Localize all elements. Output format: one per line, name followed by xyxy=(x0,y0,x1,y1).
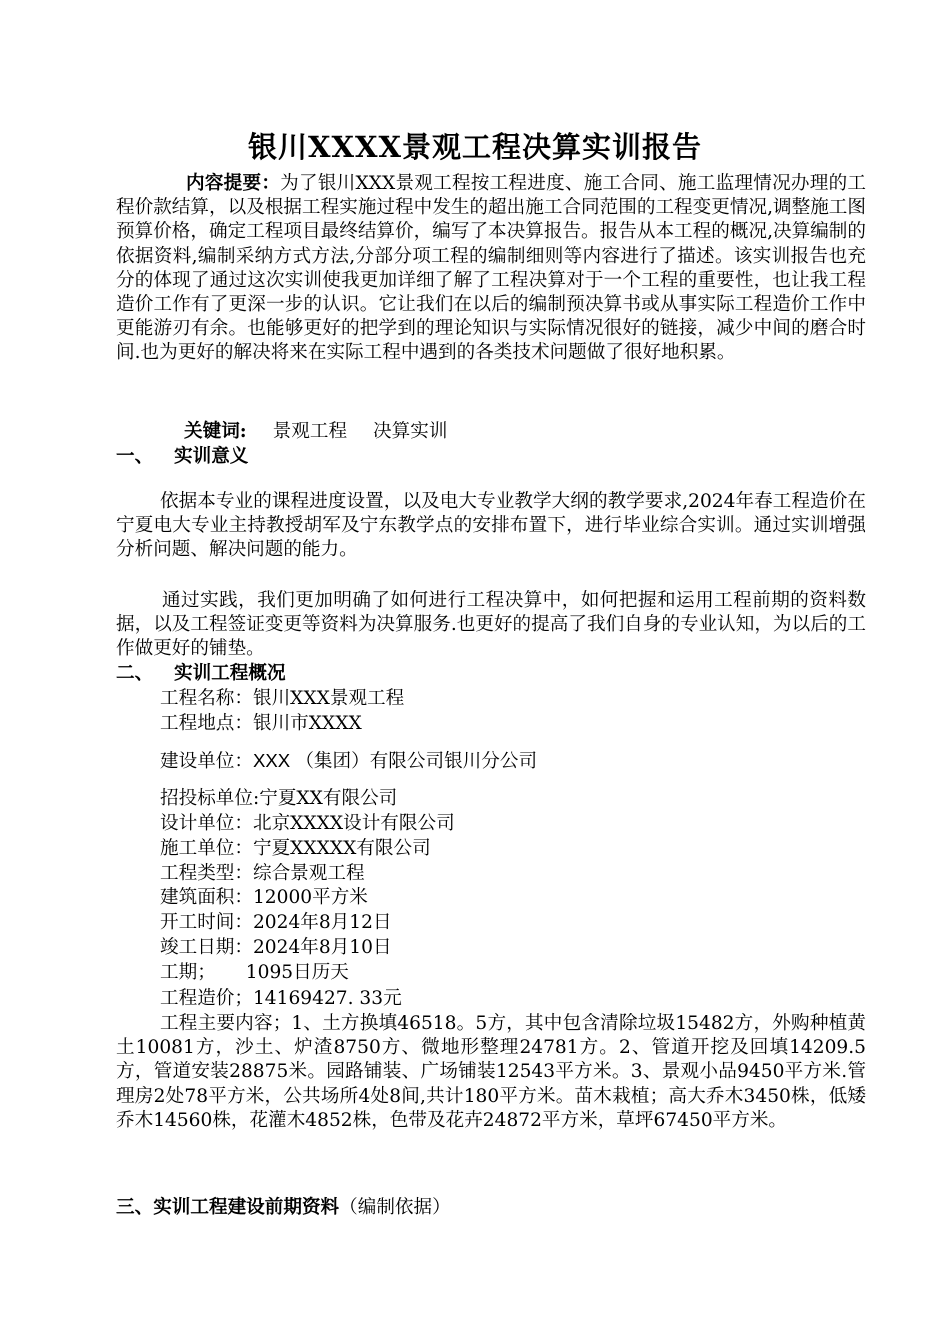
duration-label: 工期； xyxy=(160,962,216,983)
section-title: 实训意义 xyxy=(174,446,249,467)
keywords-line xyxy=(184,420,473,444)
abstract-text: 为了银川XXX景观工程按工程进度、施工合同、施工监理情况办理的工程价款结算，以及根据工程实施过程中发生的超出施工合同范围的工程变更情况,调整施工图预算价格，确定工程项目最终结算价，编写了本决算报告。报告从本工程的概况,决算编制的依据资料,编制采纳方式方法,分部分项工程的编制细则等内容进行了描述。该实训报告也充分的体现了通过这次实训使我更加详细了解了工程决算对于一个工程的重要性，也让我工程造价工作有了更深一步的认识。它让我们在以后的编制预决算书或从事实际工程造价工作中更能游刃有余。也能够更好的把学到的理论知识与实际情况很好的链接，减少中间的磨合时间.也为更好的解决将来在实际工程中遇到的各类技术问题做了很好地积累。 xyxy=(116,173,866,364)
section1-paragraph-2: 通过实践，我们更加明确了如何进行工程决算中，如何把握和运用工程前期的资料数据，以及工程签证变更等资料为决算服务.也更好的提高了我们自身的专业认知，为以后的工作做更好的铺垫。 xyxy=(116,590,866,660)
area-line: 建筑面积：12000平方米 xyxy=(160,887,368,908)
project-type-line: 工程类型：综合景观工程 xyxy=(160,863,365,884)
project-location-line: 工程地点：银川市XXXX xyxy=(160,713,362,734)
cost-line: 工程造价；14169427. 33元 xyxy=(160,988,402,1009)
designer-line: 设计单位：北京XXXX设计有限公司 xyxy=(160,813,455,834)
finish-date-line: 竣工日期：2024年8月10日 xyxy=(160,937,392,958)
document-title: 银川XXXX景观工程决算实训报告 xyxy=(247,130,702,164)
abstract-paragraph xyxy=(116,172,866,366)
section-title: 三、实训工程建设前期资料 xyxy=(116,1197,340,1218)
section-number: 二、 xyxy=(116,663,154,684)
keyword-item: 景观工程 xyxy=(272,421,348,442)
abstract-label: 内容提要： xyxy=(186,173,281,194)
section-heading-1 xyxy=(116,445,248,469)
duration-line xyxy=(160,961,349,985)
main-content-paragraph: 工程主要内容；1、土方换填46518。5方，其中包含清除垃圾15482方，外购种植黄土10081方，沙土、炉渣8750方、微地形整理24781方。2、管道开挖及回填14209.5方，管道安装28875米。园路铺装、广场铺装12543平方米。3、景观小品9450平方米.管理房2处78平方米，公共场所4处8间,共计180平方米。苗木栽植；高大乔木3450株，低矮乔木14560株，花灌木4852株，色带及花卉24872平方米，草坪67450平方米。 xyxy=(116,1013,866,1131)
constructor-line: 施工单位：宁夏XXXXX有限公司 xyxy=(160,838,431,859)
section1-paragraph-1: 依据本专业的课程进度设置，以及电大专业教学大纲的教学要求,2024年春工程造价在宁夏电大专业主持教授胡军及宁东教学点的安排布置下，进行毕业综合实训。通过实训增强分析问题、解决问题的能力。 xyxy=(116,491,866,561)
keywords-label: 关键词: xyxy=(184,421,247,442)
section-heading-2 xyxy=(116,662,286,686)
builder-line: 建设单位：XXX （集团）有限公司银川分公司 xyxy=(160,750,538,771)
section-subtitle: （编制依据） xyxy=(339,1197,451,1218)
duration-value: 1095日历天 xyxy=(245,962,349,983)
keyword-item: 决算实训 xyxy=(373,421,448,442)
section-heading-3 xyxy=(116,1196,451,1220)
start-date-line: 开工时间：2024年8月12日 xyxy=(160,912,392,933)
project-name-line: 工程名称：银川XXX景观工程 xyxy=(160,688,405,709)
section-number: 一、 xyxy=(116,446,154,467)
tender-line: 招投标单位:宁夏XX有限公司 xyxy=(160,788,398,809)
section-title: 实训工程概况 xyxy=(174,663,286,684)
